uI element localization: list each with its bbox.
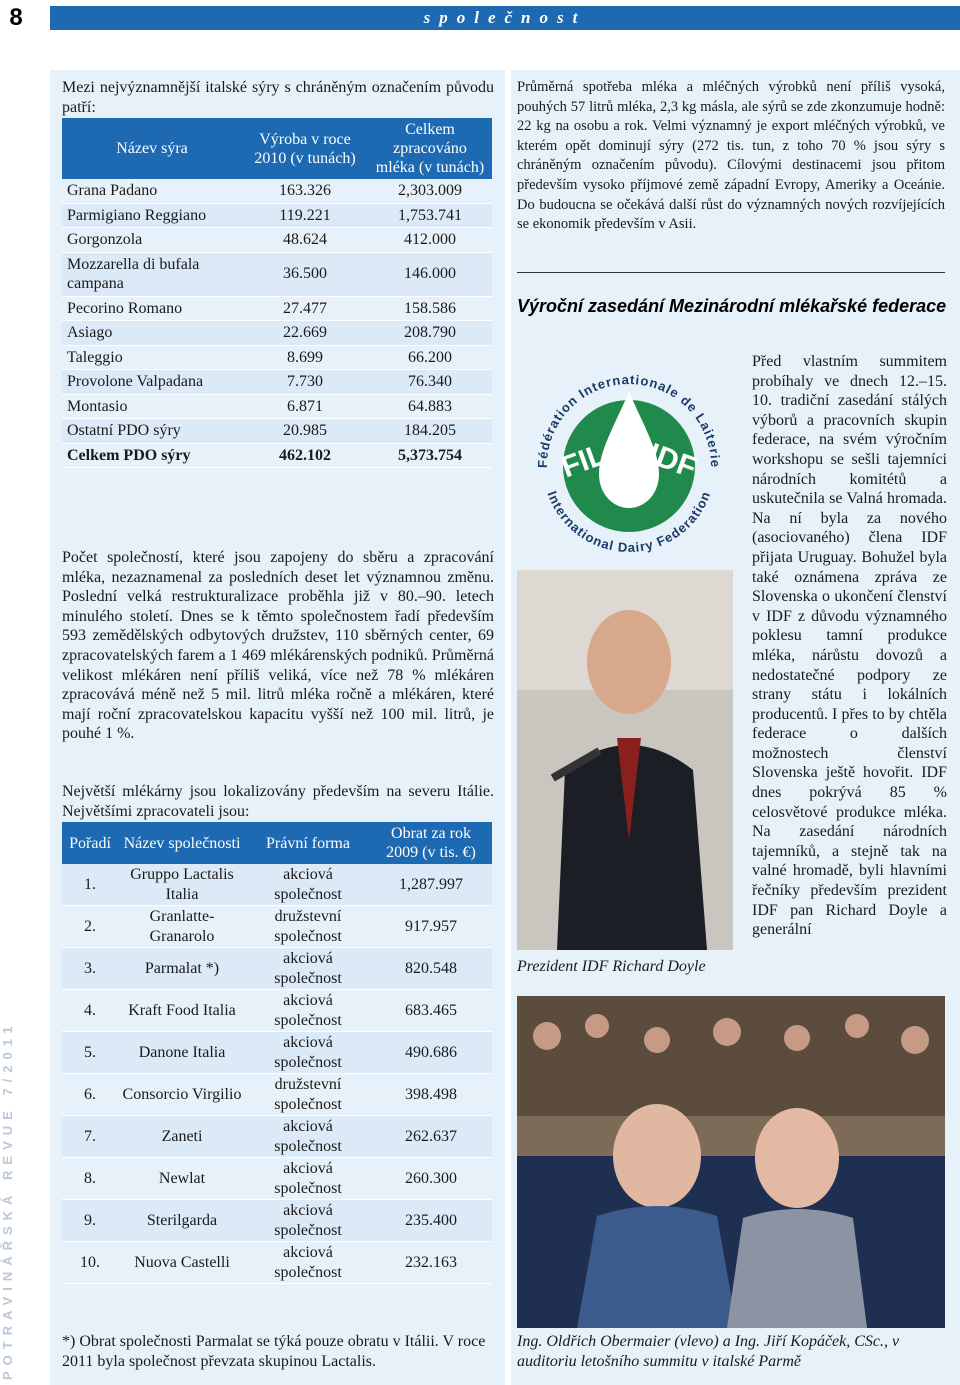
cheese-name-cell: Parmigiano Reggiano [62, 203, 242, 228]
col-header-company: Název společnosti [118, 822, 246, 864]
cheese-table-row [62, 370, 492, 395]
total-milk-cell: 5,373.754 [368, 443, 492, 468]
body-paragraph: Počet společností, které jsou zapojeny do sběru a zpracování mléka, nezaznamenal za posledních deset let významnou změnu. Poslední velká restrukturalizace proběhla již v 80.–90. letech minulého století. Dnes se k těmto společnostem řadí především 593 zemědělských odbytových družstev, 110 sběrných center, 69 zpracovatelských farem a 1 469 mlékárenských podniků. Průměrná velikost mlékáren není příliš veliká, více než 78 % mlékáren zpracovává méně než 5 mil. litrů mléka ročně a mlékáren, které mají roční zpracovatelskou kapacitu vyšší než 100 mil. litrů, je pouhé 1 %. [62, 549, 494, 743]
logo-idf: IDF [643, 437, 701, 485]
logo-fil: FIL [556, 437, 611, 485]
cheese-table-row [62, 345, 492, 370]
table-footnote: *) Obrat společnosti Parmalat se týká pouze obratu v Itálii. V roce 2011 byla společnost převzata skupinou Lactalis. [62, 1333, 486, 1370]
company-table-row [62, 1074, 492, 1116]
turnover-cell: 490.686 [370, 1032, 492, 1074]
cheese-table-row [62, 228, 492, 253]
production-cell: 119.221 [242, 203, 368, 228]
cheese-table [62, 118, 492, 468]
face-shape [587, 610, 671, 714]
journal-label [0, 80, 36, 1380]
cheese-name-cell: Pecorino Romano [62, 296, 242, 321]
milk-cell: 184.205 [368, 419, 492, 444]
legal-form-cell: družstevní společnost [246, 1074, 370, 1116]
logo-text-top: Fédération Internationale de Laiterie [534, 371, 724, 469]
milk-cell: 76.340 [368, 370, 492, 395]
company-name-cell: Zaneti [118, 1116, 246, 1158]
legal-form-cell: akciová společnost [246, 1158, 370, 1200]
turnover-cell: 235.400 [370, 1200, 492, 1242]
production-cell: 27.477 [242, 296, 368, 321]
left-column [50, 70, 505, 1385]
company-name-cell: Granlatte-Granarolo [118, 906, 246, 948]
turnover-cell: 232.163 [370, 1242, 492, 1284]
article-heading: Výroční zasedání Mezinárodní mlékařské federace [517, 296, 947, 316]
photo-auditorium [517, 996, 945, 1328]
cheese-table-row [62, 252, 492, 296]
person-left [613, 1104, 701, 1208]
photo1-caption: Prezident IDF Richard Doyle [517, 958, 706, 975]
production-cell: 22.669 [242, 321, 368, 346]
body-paragraph-2: Největší mlékárny jsou lokalizovány především na severu Itálie. Největšími zpracovateli jsou: [62, 783, 494, 820]
milk-cell: 66.200 [368, 345, 492, 370]
cheese-name-cell: Mozzarella di bufala campana [62, 252, 242, 296]
company-table-row [62, 948, 492, 990]
cheese-name-cell: Provolone Valpadana [62, 370, 242, 395]
rank-cell: 5. [62, 1032, 118, 1074]
col-header-legal: Právní forma [246, 822, 370, 864]
cheese-table-row [62, 296, 492, 321]
cheese-name-cell: Montasio [62, 394, 242, 419]
right-column [511, 70, 960, 1385]
cheese-table-row [62, 321, 492, 346]
rank-cell: 8. [62, 1158, 118, 1200]
production-cell: 8.699 [242, 345, 368, 370]
turnover-cell: 260.300 [370, 1158, 492, 1200]
production-cell: 36.500 [242, 252, 368, 296]
turnover-cell: 820.548 [370, 948, 492, 990]
photo-richard-doyle [517, 570, 733, 950]
milk-cell: 1,753.741 [368, 203, 492, 228]
idf-logo [517, 348, 739, 570]
cheese-name-cell: Asiago [62, 321, 242, 346]
company-name-cell: Consorcio Virgilio [118, 1074, 246, 1116]
cheese-table-total-row [62, 443, 492, 468]
milk-cell: 146.000 [368, 252, 492, 296]
cheese-name-cell: Taleggio [62, 345, 242, 370]
cheese-name-cell: Grana Padano [62, 179, 242, 203]
company-name-cell: Parmalat *) [118, 948, 246, 990]
legal-form-cell: akciová společnost [246, 1200, 370, 1242]
rank-cell: 3. [62, 948, 118, 990]
company-table-row [62, 1116, 492, 1158]
legal-form-cell: družstevní společnost [246, 906, 370, 948]
legal-form-cell: akciová společnost [246, 864, 370, 906]
journal-label-text: POTRAVINÁŘSKÁ REVUE 7/2011 [0, 1020, 15, 1380]
company-table-row [62, 864, 492, 906]
turnover-cell: 917.957 [370, 906, 492, 948]
legal-form-cell: akciová společnost [246, 1116, 370, 1158]
divider [517, 272, 945, 273]
legal-form-cell: akciová společnost [246, 948, 370, 990]
logo-text-bottom: International Dairy Federation [544, 488, 714, 556]
col-header-rank: Pořadí [62, 822, 118, 864]
company-name-cell: Danone Italia [118, 1032, 246, 1074]
turnover-cell: 683.465 [370, 990, 492, 1032]
person-right [755, 1108, 839, 1208]
rank-cell: 6. [62, 1074, 118, 1116]
company-table-row [62, 1032, 492, 1074]
meeting-text: Před vlastním summitem probíhaly ve dnech 12.–15. 10. tradiční zasedání stálých výborů a pracovních skupin federace, na svém výročním workshopu se sešli tajemníci národních komitétů a uskutečnila se Valná hromada. Na ní byla za nového (asociovaného) člena IDF přijata Uruguay. Bohužel byla také oznámena zpráva ze Slovenska o ukončení členství v IDF z důvodu významného poklesu tamní produkce mléka, nárůstu dovozů a nedostatečné podpory ze strany státu i lokálních producentů. I přes to by chtěla federace o dalších možnostech členství Slovenska ještě hovořit. IDF dnes pokrývá 85 % celosvětové produkce mléka. Na zasedání národních tajemníků, a stejně tak na valné hromadě, byli hlavními řečníky především prezident IDF pan Richard Doyle a generální [752, 353, 947, 939]
col-header-production: Výroba v roce 2010 (v tunách) [242, 118, 368, 179]
intro-text: Mezi nejvýznamnější italské sýry s chráněným označením původu patří: [62, 79, 494, 116]
rank-cell: 1. [62, 864, 118, 906]
rank-cell: 7. [62, 1116, 118, 1158]
milk-cell: 64.883 [368, 394, 492, 419]
company-table-row [62, 1200, 492, 1242]
consumption-text: Průměrná spotřeba mléka a mléčných výrobků není příliš vysoká, pouhých 57 litrů mléka, 2,3 kg másla, ale sýrů se zde zkonzumuje hodně: 22 kg na osobu a rok. Velmi významný je export mléčných výrobků, ve kterém opět dominují sýry (272 tis. tun, z toho 70 % jsou sýry s chráněným označením původu). Cílovými destinacemi jsou přitom především vysoko příjmové země západní Evropy, Ameriky a Oceánie. Do budoucna se očekává další růst do významných nových rozvíjejících se ekonomik především v Asii. [517, 79, 945, 233]
milk-cell: 158.586 [368, 296, 492, 321]
company-name-cell: Nuova Castelli [118, 1242, 246, 1284]
milk-cell: 412.000 [368, 228, 492, 253]
production-cell: 163.326 [242, 179, 368, 203]
company-table-header [62, 822, 492, 864]
col-header-cheese: Název sýra [62, 118, 242, 179]
cheese-table-row [62, 179, 492, 203]
legal-form-cell: akciová společnost [246, 1242, 370, 1284]
company-name-cell: Sterilgarda [118, 1200, 246, 1242]
company-table-row [62, 1158, 492, 1200]
legal-form-cell: akciová společnost [246, 990, 370, 1032]
milk-cell: 208.790 [368, 321, 492, 346]
col-header-milk: Celkem zpracováno mléka (v tunách) [368, 118, 492, 179]
company-name-cell: Gruppo Lactalis Italia [118, 864, 246, 906]
company-table-row [62, 1242, 492, 1284]
company-name-cell: Newlat [118, 1158, 246, 1200]
cheese-table-row [62, 419, 492, 444]
section-title: společnost [423, 8, 587, 27]
company-table-row [62, 990, 492, 1032]
production-cell: 6.871 [242, 394, 368, 419]
company-name-cell: Kraft Food Italia [118, 990, 246, 1032]
page-number: 8 [9, 4, 23, 31]
cheese-name-cell: Ostatní PDO sýry [62, 419, 242, 444]
production-cell: 48.624 [242, 228, 368, 253]
total-label-cell: Celkem PDO sýry [62, 443, 242, 468]
cheese-table-header [62, 118, 492, 179]
cheese-table-row [62, 203, 492, 228]
production-cell: 20.985 [242, 419, 368, 444]
milk-cell: 2,303.009 [368, 179, 492, 203]
rank-cell: 2. [62, 906, 118, 948]
turnover-cell: 398.498 [370, 1074, 492, 1116]
turnover-cell: 1,287.997 [370, 864, 492, 906]
cheese-table-row [62, 394, 492, 419]
company-table [62, 822, 492, 1284]
legal-form-cell: akciová společnost [246, 1032, 370, 1074]
col-header-turnover: Obrat za rok 2009 (v tis. €) [370, 822, 492, 864]
photo2-caption: Ing. Oldřich Obermaier (vlevo) a Ing. Jiří Kopáček, CSc., v auditoriu letošního summitu v italské Parmě [517, 1333, 900, 1370]
rank-cell: 10. [62, 1242, 118, 1284]
total-production-cell: 462.102 [242, 443, 368, 468]
company-table-row [62, 906, 492, 948]
production-cell: 7.730 [242, 370, 368, 395]
turnover-cell: 262.637 [370, 1116, 492, 1158]
rank-cell: 4. [62, 990, 118, 1032]
cheese-name-cell: Gorgonzola [62, 228, 242, 253]
rank-cell: 9. [62, 1200, 118, 1242]
